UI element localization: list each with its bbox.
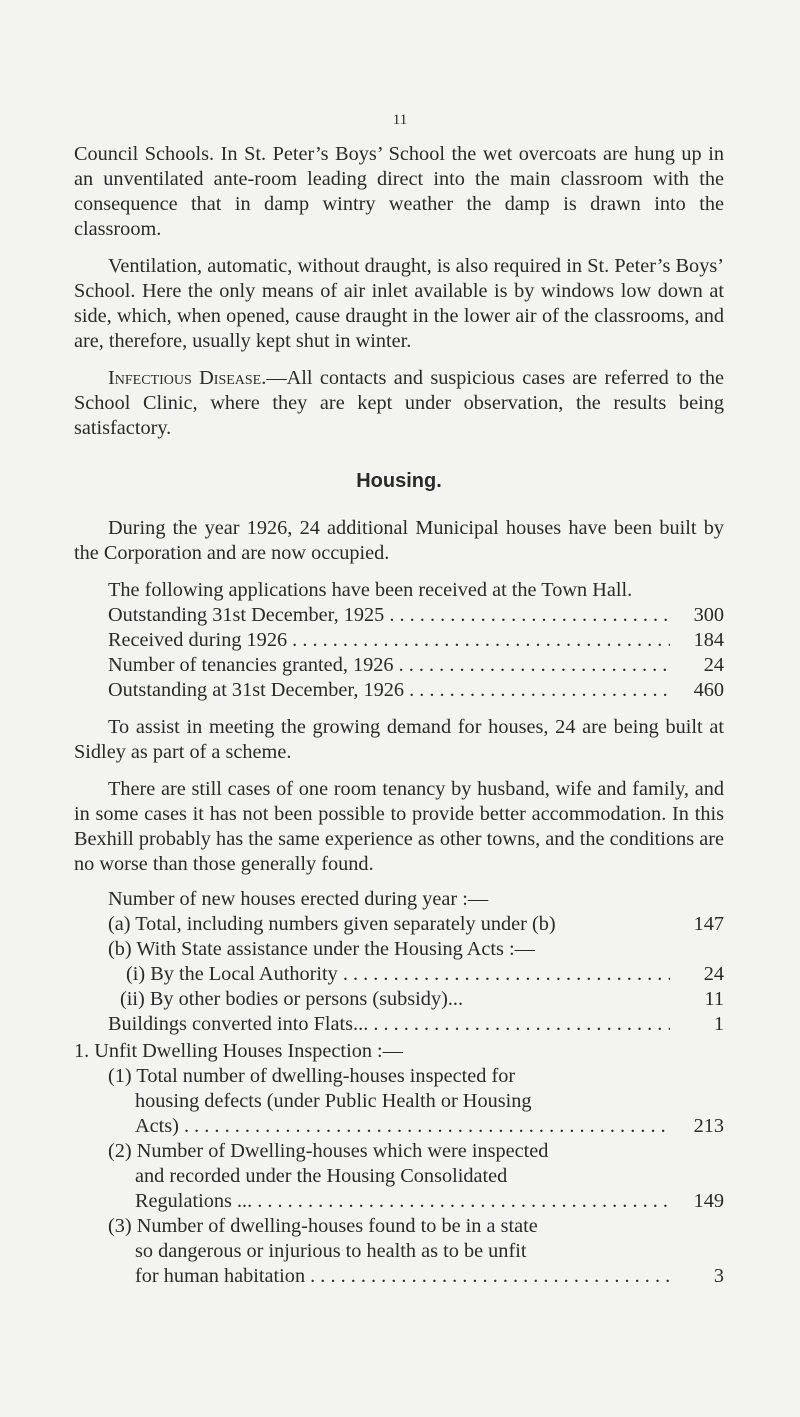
housing-intro: During the year 1926, 24 additional Municipal houses have been built by the Corporation and are now occupied.	[74, 517, 724, 564]
sidley-paragraph: To assist in meeting the growing demand for houses, 24 are being built at Sidley as part of a scheme.	[74, 716, 724, 763]
housing-heading: Housing.	[356, 470, 442, 492]
new-houses-row-flats	[108, 1012, 724, 1037]
unfit-item-3-label: for human habitation . . .	[135, 1264, 670, 1289]
unfit-item-1-label: Acts) . . .	[135, 1114, 670, 1139]
unfit-item-1	[108, 1064, 724, 1139]
applications-table	[108, 603, 724, 703]
unfit-item-2	[108, 1139, 724, 1214]
new-houses-b-i-value: 24	[703, 963, 724, 985]
unfit-item-1-line: (1) Total number of dwelling-houses inspected for	[108, 1065, 516, 1087]
flats-label: Buildings converted into Flats... . . .	[108, 1012, 670, 1037]
paragraph-overcoats: Council Schools. In St. Peter’s Boys’ School the wet overcoats are hung up in an unventilated ante-room leading direct into the main classroom with the consequence that in damp wintry weather the damp is drawn into the classroom.	[74, 143, 724, 240]
applications-row	[108, 653, 724, 678]
unfit-item-1-value: 213	[693, 1115, 724, 1137]
new-houses-b-ii-label: (ii) By other bodies or persons (subsidy)...	[120, 988, 464, 1010]
page-body	[74, 142, 724, 1289]
paragraph-infectious-disease	[74, 366, 724, 441]
unfit-dwelling-title: 1. Unfit Dwelling Houses Inspection :—	[74, 1040, 403, 1062]
applications-label: Received during 1926 . . .	[108, 628, 670, 653]
applications-label: Outstanding 31st December, 1925 . . .	[108, 603, 670, 628]
unfit-item-3-line: (3) Number of dwelling-houses found to be in a state	[108, 1215, 538, 1237]
unfit-item-3	[108, 1214, 724, 1289]
applications-intro: The following applications have been received at the Town Hall.	[108, 579, 633, 601]
infectious-disease-lead: Infectious Disease.	[108, 367, 267, 389]
unfit-item-2-value: 149	[693, 1190, 724, 1212]
unfit-item-1-line: housing defects (under Public Health or Housing	[135, 1090, 532, 1112]
unfit-item-3-row	[108, 1264, 724, 1289]
one-room-tenancy-paragraph: There are still cases of one room tenancy by husband, wife and family, and in some cases it has not been possible to provide better accommodation. In this Bexhill probably has the same experience as other towns, and the conditions are no worse than those generally found.	[74, 778, 724, 875]
new-houses-row-a	[108, 912, 724, 937]
unfit-item-2-line: and recorded under the Housing Consolidated	[135, 1165, 508, 1187]
applications-value: 300	[693, 604, 724, 626]
applications-row	[108, 628, 724, 653]
applications-value: 460	[693, 679, 724, 701]
paragraph-ventilation: Ventilation, automatic, without draught, is also required in St. Peter’s Boys’ School. Here the only means of air inlet available is by windows low down at side, which, when opened, cause draught in the lower air of the classrooms, and are, therefore, usually kept shut in winter.	[74, 255, 724, 352]
applications-value: 24	[703, 654, 724, 676]
applications-label: Number of tenancies granted, 1926 . . .	[108, 653, 670, 678]
applications-label: Outstanding at 31st December, 1926 . . .	[108, 678, 670, 703]
new-houses-section	[108, 887, 724, 1037]
page-number: 11	[392, 112, 408, 128]
new-houses-b-i-label: (i) By the Local Authority . . .	[126, 962, 670, 987]
new-houses-a-value: 147	[693, 913, 724, 935]
new-houses-row-b-i	[126, 962, 724, 987]
new-houses-a-label: (a) Total, including numbers given separately under (b)	[108, 913, 556, 935]
applications-value: 184	[693, 629, 724, 651]
new-houses-b-ii-value: 11	[704, 988, 724, 1010]
flats-value: 1	[713, 1013, 724, 1035]
applications-row	[108, 678, 724, 703]
unfit-item-2-row	[108, 1189, 724, 1214]
new-houses-title: Number of new houses erected during year :—	[108, 888, 489, 910]
unfit-dwelling-section	[74, 1039, 724, 1289]
unfit-item-1-row	[108, 1114, 724, 1139]
unfit-item-3-value: 3	[713, 1265, 724, 1287]
applications-row	[108, 603, 724, 628]
infectious-disease-text: —All contacts and suspicious cases are referred to the School Clinic, where they are kept under observation, the results being satisfactory.	[74, 367, 725, 439]
new-houses-b-label: (b) With State assistance under the Housing Acts :—	[108, 938, 535, 960]
unfit-item-3-line: so dangerous or injurious to health as to be unfit	[135, 1240, 527, 1262]
unfit-item-2-line: (2) Number of Dwelling-houses which were inspected	[108, 1140, 549, 1162]
unfit-item-2-label: Regulations ... . . .	[135, 1189, 670, 1214]
new-houses-row-b-ii	[120, 987, 724, 1012]
